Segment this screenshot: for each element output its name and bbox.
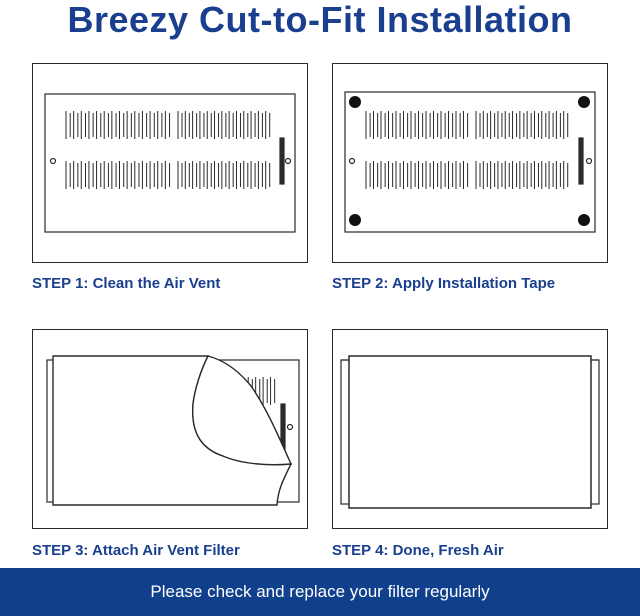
step-1-label: STEP 1: Clean the Air Vent [32,275,221,292]
air-vent-with-tape-illustration [333,64,609,264]
tape-dot [349,214,361,226]
tape-dot [349,96,361,108]
step-4-panel [332,329,608,529]
step-4-label: STEP 4: Done, Fresh Air [332,542,504,559]
page-title: Breezy Cut-to-Fit Installation [67,0,573,40]
filter-attach-illustration [33,330,309,530]
footer-banner: Please check and replace your filter regularly [0,568,640,616]
finished-filter-illustration [333,330,609,530]
tape-dot [578,96,590,108]
step-2-panel [332,63,608,263]
step-3-label: STEP 3: Attach Air Vent Filter [32,542,240,559]
step-1-panel [32,63,308,263]
tape-dot [578,214,590,226]
step-3-panel [32,329,308,529]
air-vent-illustration [33,64,309,264]
step-2-label: STEP 2: Apply Installation Tape [332,275,556,292]
